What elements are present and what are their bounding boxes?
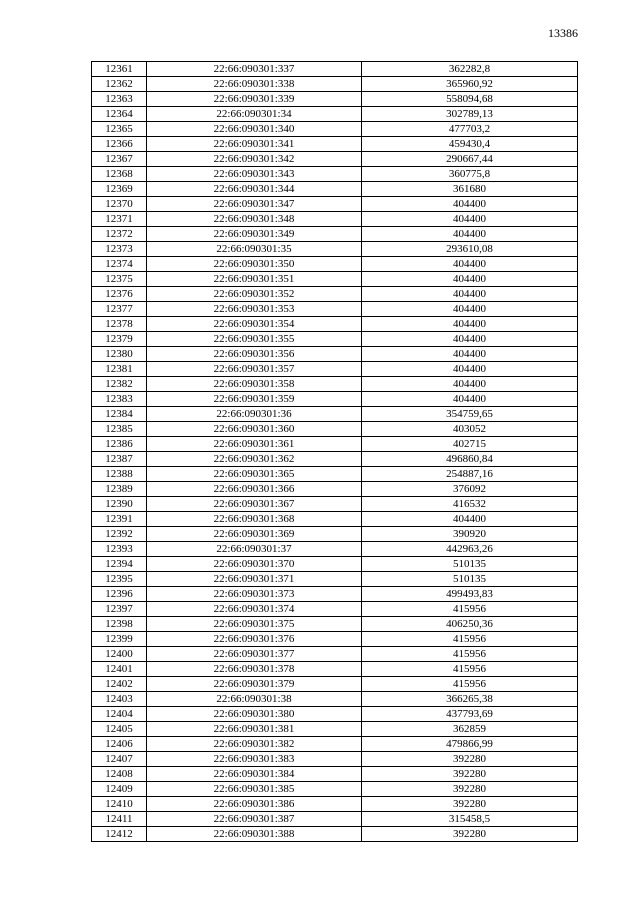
- value-cell: 392280: [362, 827, 578, 842]
- row-number-cell: 12362: [92, 77, 147, 92]
- cadastral-number-cell: 22:66:090301:361: [147, 437, 362, 452]
- table-row: [92, 572, 578, 587]
- value-cell: 404400: [362, 332, 578, 347]
- cadastral-number-cell: 22:66:090301:365: [147, 467, 362, 482]
- value-cell: 510135: [362, 572, 578, 587]
- table-row: [92, 62, 578, 77]
- table-row: [92, 557, 578, 572]
- cadastral-number-cell: 22:66:090301:35: [147, 242, 362, 257]
- table-row: [92, 227, 578, 242]
- row-number-cell: 12399: [92, 632, 147, 647]
- row-number-cell: 12381: [92, 362, 147, 377]
- row-number-cell: 12394: [92, 557, 147, 572]
- value-cell: 416532: [362, 497, 578, 512]
- cadastral-number-cell: 22:66:090301:380: [147, 707, 362, 722]
- cadastral-number-cell: 22:66:090301:347: [147, 197, 362, 212]
- row-number-cell: 12409: [92, 782, 147, 797]
- cadastral-value-table: [91, 61, 578, 842]
- cadastral-number-cell: 22:66:090301:371: [147, 572, 362, 587]
- cadastral-number-cell: 22:66:090301:344: [147, 182, 362, 197]
- cadastral-number-cell: 22:66:090301:366: [147, 482, 362, 497]
- cadastral-number-cell: 22:66:090301:362: [147, 452, 362, 467]
- row-number-cell: 12384: [92, 407, 147, 422]
- cadastral-number-cell: 22:66:090301:378: [147, 662, 362, 677]
- table-row: [92, 527, 578, 542]
- cadastral-number-cell: 22:66:090301:377: [147, 647, 362, 662]
- cadastral-number-cell: 22:66:090301:358: [147, 377, 362, 392]
- row-number-cell: 12361: [92, 62, 147, 77]
- table-row: [92, 107, 578, 122]
- row-number-cell: 12407: [92, 752, 147, 767]
- row-number-cell: 12398: [92, 617, 147, 632]
- cadastral-number-cell: 22:66:090301:387: [147, 812, 362, 827]
- row-number-cell: 12389: [92, 482, 147, 497]
- table-row: [92, 797, 578, 812]
- table-row: [92, 272, 578, 287]
- row-number-cell: 12386: [92, 437, 147, 452]
- row-number-cell: 12364: [92, 107, 147, 122]
- value-cell: 366265,38: [362, 692, 578, 707]
- value-cell: 442963,26: [362, 542, 578, 557]
- table-row: [92, 377, 578, 392]
- row-number-cell: 12375: [92, 272, 147, 287]
- row-number-cell: 12371: [92, 212, 147, 227]
- cadastral-number-cell: 22:66:090301:384: [147, 767, 362, 782]
- cadastral-number-cell: 22:66:090301:359: [147, 392, 362, 407]
- value-cell: 415956: [362, 602, 578, 617]
- row-number-cell: 12401: [92, 662, 147, 677]
- row-number-cell: 12365: [92, 122, 147, 137]
- row-number-cell: 12382: [92, 377, 147, 392]
- value-cell: 415956: [362, 662, 578, 677]
- cadastral-number-cell: 22:66:090301:337: [147, 62, 362, 77]
- table-row: [92, 512, 578, 527]
- table-row: [92, 692, 578, 707]
- table-row: [92, 182, 578, 197]
- table-row: [92, 422, 578, 437]
- cadastral-number-cell: 22:66:090301:355: [147, 332, 362, 347]
- table-row: [92, 257, 578, 272]
- cadastral-number-cell: 22:66:090301:382: [147, 737, 362, 752]
- cadastral-number-cell: 22:66:090301:381: [147, 722, 362, 737]
- value-cell: 404400: [362, 347, 578, 362]
- table-row: [92, 617, 578, 632]
- row-number-cell: 12377: [92, 302, 147, 317]
- value-cell: 415956: [362, 632, 578, 647]
- value-cell: 354759,65: [362, 407, 578, 422]
- row-number-cell: 12412: [92, 827, 147, 842]
- table-row: [92, 332, 578, 347]
- table-row: [92, 602, 578, 617]
- value-cell: 404400: [362, 272, 578, 287]
- value-cell: 361680: [362, 182, 578, 197]
- table-row: [92, 317, 578, 332]
- table-row: [92, 782, 578, 797]
- table-row: [92, 647, 578, 662]
- cadastral-number-cell: 22:66:090301:368: [147, 512, 362, 527]
- value-cell: 404400: [362, 287, 578, 302]
- table-row: [92, 347, 578, 362]
- table-row: [92, 482, 578, 497]
- table-row: [92, 92, 578, 107]
- row-number-cell: 12406: [92, 737, 147, 752]
- table-row: [92, 212, 578, 227]
- table-row: [92, 707, 578, 722]
- value-cell: 392280: [362, 797, 578, 812]
- row-number-cell: 12402: [92, 677, 147, 692]
- cadastral-number-cell: 22:66:090301:374: [147, 602, 362, 617]
- value-cell: 404400: [362, 317, 578, 332]
- row-number-cell: 12408: [92, 767, 147, 782]
- value-cell: 510135: [362, 557, 578, 572]
- table-row: [92, 287, 578, 302]
- row-number-cell: 12383: [92, 392, 147, 407]
- row-number-cell: 12369: [92, 182, 147, 197]
- row-number-cell: 12392: [92, 527, 147, 542]
- value-cell: 437793,69: [362, 707, 578, 722]
- row-number-cell: 12379: [92, 332, 147, 347]
- table-row: [92, 662, 578, 677]
- value-cell: 404400: [362, 512, 578, 527]
- table-row: [92, 737, 578, 752]
- value-cell: 404400: [362, 197, 578, 212]
- row-number-cell: 12387: [92, 452, 147, 467]
- cadastral-number-cell: 22:66:090301:376: [147, 632, 362, 647]
- table-body: [92, 62, 578, 842]
- value-cell: 293610,08: [362, 242, 578, 257]
- value-cell: 315458,5: [362, 812, 578, 827]
- value-cell: 390920: [362, 527, 578, 542]
- table-row: [92, 437, 578, 452]
- cadastral-number-cell: 22:66:090301:353: [147, 302, 362, 317]
- value-cell: 404400: [362, 362, 578, 377]
- value-cell: 403052: [362, 422, 578, 437]
- cadastral-number-cell: 22:66:090301:34: [147, 107, 362, 122]
- row-number-cell: 12366: [92, 137, 147, 152]
- value-cell: 302789,13: [362, 107, 578, 122]
- table-row: [92, 137, 578, 152]
- row-number-cell: 12374: [92, 257, 147, 272]
- table-row: [92, 542, 578, 557]
- cadastral-number-cell: 22:66:090301:385: [147, 782, 362, 797]
- value-cell: 404400: [362, 392, 578, 407]
- value-cell: 402715: [362, 437, 578, 452]
- page-number: 13386: [548, 26, 578, 40]
- row-number-cell: 12393: [92, 542, 147, 557]
- row-number-cell: 12370: [92, 197, 147, 212]
- cadastral-number-cell: 22:66:090301:367: [147, 497, 362, 512]
- value-cell: 404400: [362, 302, 578, 317]
- cadastral-number-cell: 22:66:090301:386: [147, 797, 362, 812]
- value-cell: 376092: [362, 482, 578, 497]
- cadastral-number-cell: 22:66:090301:36: [147, 407, 362, 422]
- value-cell: 392280: [362, 767, 578, 782]
- table-row: [92, 497, 578, 512]
- table-row: [92, 362, 578, 377]
- table-row: [92, 827, 578, 842]
- cadastral-number-cell: 22:66:090301:350: [147, 257, 362, 272]
- row-number-cell: 12400: [92, 647, 147, 662]
- table-row: [92, 392, 578, 407]
- cadastral-number-cell: 22:66:090301:360: [147, 422, 362, 437]
- cadastral-number-cell: 22:66:090301:356: [147, 347, 362, 362]
- row-number-cell: 12410: [92, 797, 147, 812]
- row-number-cell: 12372: [92, 227, 147, 242]
- row-number-cell: 12395: [92, 572, 147, 587]
- row-number-cell: 12373: [92, 242, 147, 257]
- cadastral-number-cell: 22:66:090301:338: [147, 77, 362, 92]
- cadastral-number-cell: 22:66:090301:38: [147, 692, 362, 707]
- table-row: [92, 722, 578, 737]
- cadastral-number-cell: 22:66:090301:349: [147, 227, 362, 242]
- value-cell: 365960,92: [362, 77, 578, 92]
- row-number-cell: 12405: [92, 722, 147, 737]
- table-row: [92, 242, 578, 257]
- cadastral-number-cell: 22:66:090301:351: [147, 272, 362, 287]
- table-row: [92, 812, 578, 827]
- table-row: [92, 452, 578, 467]
- cadastral-number-cell: 22:66:090301:375: [147, 617, 362, 632]
- value-cell: 479866,99: [362, 737, 578, 752]
- table-row: [92, 632, 578, 647]
- value-cell: 360775,8: [362, 167, 578, 182]
- value-cell: 254887,16: [362, 467, 578, 482]
- value-cell: 404400: [362, 227, 578, 242]
- row-number-cell: 12388: [92, 467, 147, 482]
- table-row: [92, 167, 578, 182]
- table-row: [92, 467, 578, 482]
- cadastral-number-cell: 22:66:090301:339: [147, 92, 362, 107]
- value-cell: 415956: [362, 647, 578, 662]
- value-cell: 404400: [362, 377, 578, 392]
- cadastral-number-cell: 22:66:090301:341: [147, 137, 362, 152]
- table-row: [92, 302, 578, 317]
- row-number-cell: 12367: [92, 152, 147, 167]
- table-row: [92, 77, 578, 92]
- value-cell: 392280: [362, 752, 578, 767]
- cadastral-number-cell: 22:66:090301:369: [147, 527, 362, 542]
- row-number-cell: 12404: [92, 707, 147, 722]
- row-number-cell: 12378: [92, 317, 147, 332]
- cadastral-number-cell: 22:66:090301:370: [147, 557, 362, 572]
- table-row: [92, 407, 578, 422]
- row-number-cell: 12403: [92, 692, 147, 707]
- cadastral-number-cell: 22:66:090301:357: [147, 362, 362, 377]
- row-number-cell: 12411: [92, 812, 147, 827]
- row-number-cell: 12380: [92, 347, 147, 362]
- cadastral-number-cell: 22:66:090301:383: [147, 752, 362, 767]
- row-number-cell: 12363: [92, 92, 147, 107]
- cadastral-number-cell: 22:66:090301:352: [147, 287, 362, 302]
- cadastral-number-cell: 22:66:090301:342: [147, 152, 362, 167]
- value-cell: 459430,4: [362, 137, 578, 152]
- cadastral-number-cell: 22:66:090301:37: [147, 542, 362, 557]
- value-cell: 406250,36: [362, 617, 578, 632]
- value-cell: 477703,2: [362, 122, 578, 137]
- cadastral-number-cell: 22:66:090301:340: [147, 122, 362, 137]
- value-cell: 496860,84: [362, 452, 578, 467]
- table-row: [92, 122, 578, 137]
- row-number-cell: 12385: [92, 422, 147, 437]
- value-cell: 290667,44: [362, 152, 578, 167]
- table-row: [92, 152, 578, 167]
- row-number-cell: 12390: [92, 497, 147, 512]
- table-row: [92, 677, 578, 692]
- row-number-cell: 12376: [92, 287, 147, 302]
- value-cell: 392280: [362, 782, 578, 797]
- cadastral-number-cell: 22:66:090301:348: [147, 212, 362, 227]
- cadastral-number-cell: 22:66:090301:343: [147, 167, 362, 182]
- value-cell: 362859: [362, 722, 578, 737]
- row-number-cell: 12368: [92, 167, 147, 182]
- value-cell: 415956: [362, 677, 578, 692]
- value-cell: 404400: [362, 212, 578, 227]
- table-row: [92, 197, 578, 212]
- row-number-cell: 12391: [92, 512, 147, 527]
- table-row: [92, 752, 578, 767]
- value-cell: 558094,68: [362, 92, 578, 107]
- table-row: [92, 767, 578, 782]
- value-cell: 404400: [362, 257, 578, 272]
- cadastral-number-cell: 22:66:090301:379: [147, 677, 362, 692]
- cadastral-number-cell: 22:66:090301:388: [147, 827, 362, 842]
- table-row: [92, 587, 578, 602]
- row-number-cell: 12397: [92, 602, 147, 617]
- value-cell: 499493,83: [362, 587, 578, 602]
- cadastral-number-cell: 22:66:090301:354: [147, 317, 362, 332]
- value-cell: 362282,8: [362, 62, 578, 77]
- cadastral-number-cell: 22:66:090301:373: [147, 587, 362, 602]
- row-number-cell: 12396: [92, 587, 147, 602]
